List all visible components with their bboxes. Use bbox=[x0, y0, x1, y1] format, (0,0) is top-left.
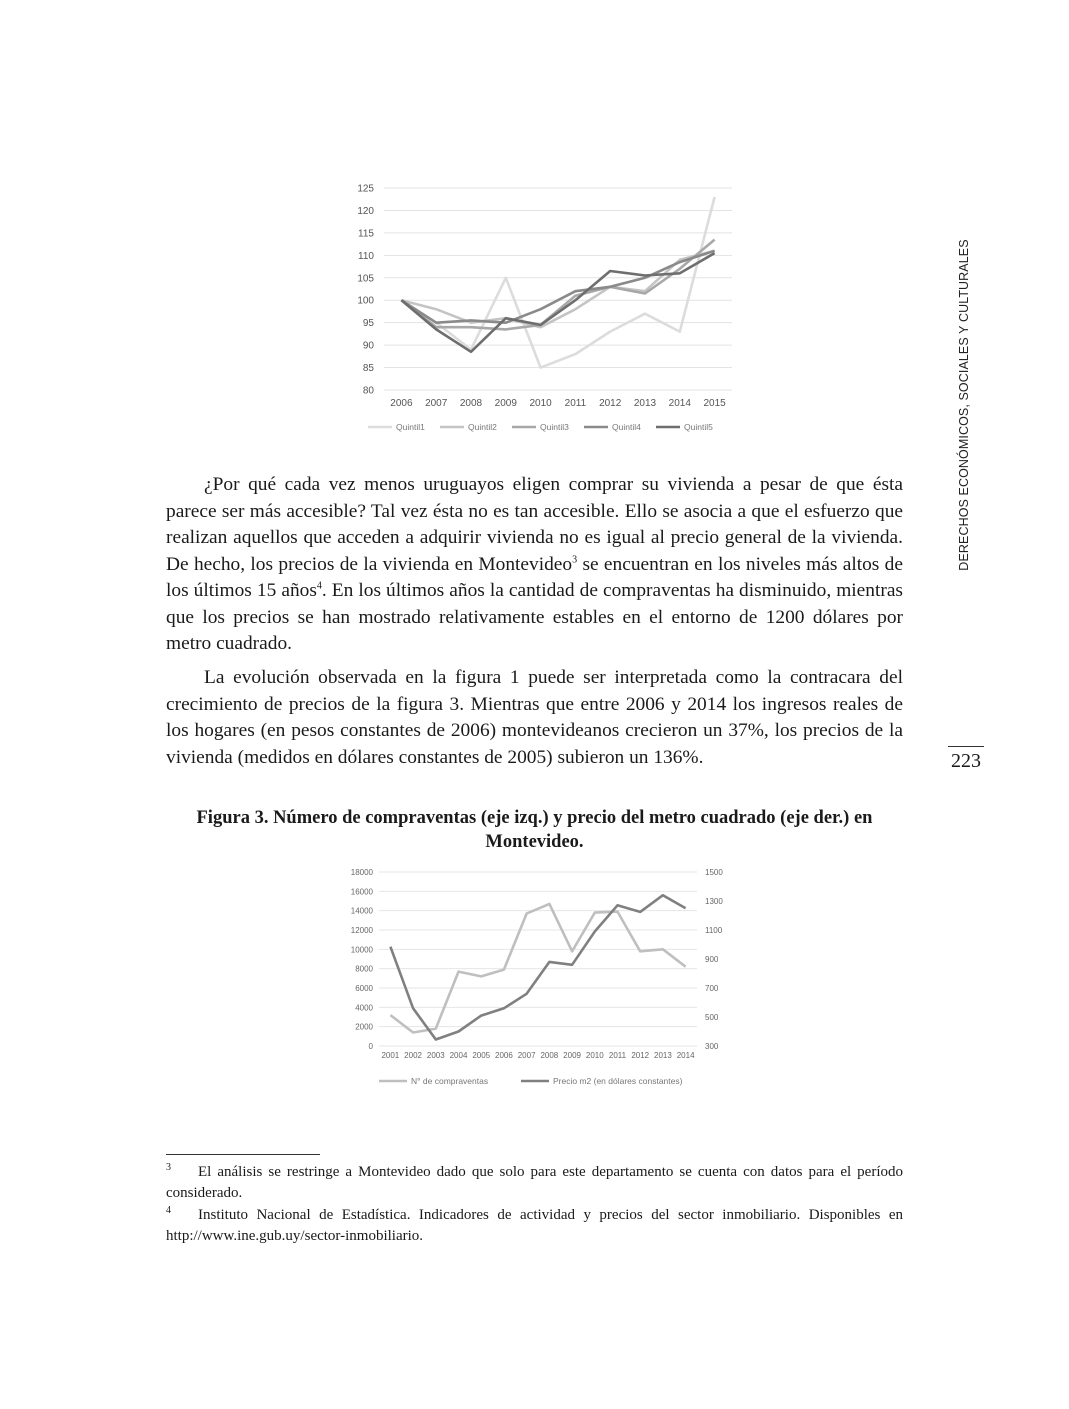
x-tick-label: 2014 bbox=[676, 1051, 695, 1060]
x-tick-label: 2007 bbox=[517, 1051, 536, 1060]
page-number-rule bbox=[948, 746, 984, 747]
x-tick-label: 2012 bbox=[631, 1051, 650, 1060]
series-line-quintil2 bbox=[401, 251, 714, 327]
side-running-header bbox=[954, 239, 974, 571]
left-tick-label: 14000 bbox=[350, 906, 373, 916]
right-tick-label: 300 bbox=[705, 1042, 719, 1051]
footnote-ref: 3 bbox=[572, 554, 578, 566]
right-tick-label: 500 bbox=[705, 1013, 719, 1022]
footnote-separator bbox=[166, 1154, 320, 1155]
footnote-ref: 4 bbox=[316, 580, 322, 592]
right-tick-label: 1500 bbox=[705, 868, 723, 877]
income-quintiles-chart bbox=[340, 180, 740, 442]
paragraph-text: . En los últimos años la cantidad de compraventas ha disminuido, mientras que los precios se han mostrado relativamente estables en el entorno de 1200 dólares por metro cuadrado. bbox=[166, 580, 903, 654]
left-tick-label: 4000 bbox=[355, 1003, 373, 1013]
x-tick-label: 2011 bbox=[608, 1051, 627, 1060]
left-tick-label: 0 bbox=[368, 1042, 373, 1051]
left-tick-label: 12000 bbox=[350, 926, 373, 935]
paragraph-text: ¿Por qué cada vez menos uruguayos eligen comprar su vivienda a pesar de que ésta parece ser más accesible? Tal vez ésta no es tan accesible. Ello se asocia a que el esfuerzo que realizan aquellos que acceden a adquirir vivienda no es igual al precio general de la vivienda. De hecho, los precios de la vivienda en Montevideo bbox=[166, 474, 903, 575]
figure-3-caption: Figura 3. Número de compraventas (eje izq.) y precio del metro cuadrado (eje der.) en Montevideo. bbox=[196, 808, 873, 852]
x-tick-label: 2015 bbox=[703, 398, 726, 409]
y-tick-label: 120 bbox=[357, 205, 374, 217]
y-tick-label: 115 bbox=[358, 228, 374, 240]
y-tick-label: 125 bbox=[357, 183, 374, 195]
x-tick-label: 2002 bbox=[404, 1051, 422, 1060]
x-tick-label: 2006 bbox=[495, 1051, 513, 1060]
left-tick-label: 8000 bbox=[355, 964, 373, 974]
right-tick-label: 1300 bbox=[705, 897, 723, 906]
x-tick-label: 2013 bbox=[633, 398, 657, 409]
paragraph-2 bbox=[166, 665, 903, 771]
left-tick-label: 16000 bbox=[350, 887, 373, 897]
x-tick-label: 2006 bbox=[390, 398, 413, 409]
y-tick-label: 85 bbox=[362, 363, 374, 375]
y-tick-label: 95 bbox=[362, 318, 374, 330]
left-tick-label: 2000 bbox=[355, 1022, 373, 1032]
x-tick-label: 2014 bbox=[668, 398, 691, 409]
x-tick-label: 2009 bbox=[494, 398, 517, 409]
legend-label: Precio m2 (en dólares constantes) bbox=[553, 1076, 683, 1086]
x-tick-label: 2003 bbox=[426, 1051, 445, 1060]
x-tick-label: 2004 bbox=[449, 1051, 468, 1060]
x-tick-label: 2010 bbox=[585, 1051, 604, 1060]
x-tick-label: 2005 bbox=[472, 1051, 491, 1060]
y-tick-label: 105 bbox=[357, 273, 374, 285]
x-tick-label: 2013 bbox=[654, 1051, 672, 1060]
y-tick-label: 110 bbox=[358, 250, 374, 262]
legend-label: N° de compraventas bbox=[411, 1076, 489, 1086]
legend-label: Quintil5 bbox=[684, 422, 713, 432]
y-tick-label: 80 bbox=[362, 385, 374, 397]
paragraph-text: La evolución observada en la figura 1 puede ser interpretada como la contracara del crecimiento de precios de la figura 3. Mientras que entre 2006 y 2014 los ingresos reales de los hogares (en pesos constantes de 2006) montevideanos crecieron un 37%, los precios de la vivienda (medidos en dólares constantes de 2005) subieron un 136%. bbox=[166, 667, 903, 768]
paragraph-text: se encuentran en los niveles más altos de los últimos 15 años bbox=[166, 553, 903, 601]
x-tick-label: 2011 bbox=[564, 398, 587, 409]
right-tick-label: 700 bbox=[705, 984, 719, 993]
page-number: 223 bbox=[951, 750, 981, 772]
side-header-text: DERECHOS ECONÓMICOS, SOCIALES Y CULTURALES bbox=[957, 239, 971, 571]
right-tick-label: 1100 bbox=[705, 926, 723, 935]
y-tick-label: 90 bbox=[362, 340, 374, 352]
left-tick-label: 10000 bbox=[350, 945, 373, 955]
x-tick-label: 2007 bbox=[425, 398, 448, 409]
x-tick-label: 2009 bbox=[563, 1051, 581, 1060]
x-tick-label: 2012 bbox=[599, 398, 622, 409]
x-tick-label: 2001 bbox=[381, 1051, 400, 1060]
x-tick-label: 2008 bbox=[540, 1051, 559, 1060]
series-line-quintil3 bbox=[401, 240, 714, 330]
legend-label: Quintil3 bbox=[540, 422, 569, 432]
legend-label: Quintil4 bbox=[612, 422, 641, 432]
right-tick-label: 900 bbox=[705, 955, 719, 964]
legend-label: Quintil2 bbox=[468, 422, 497, 432]
footnote-4-text: Instituto Nacional de Estadística. Indicadores de actividad y precios del sector inmobiliario. Disponibles en http://www.ine.gub.uy/sector-inmobiliario. bbox=[166, 1207, 903, 1244]
left-tick-label: 6000 bbox=[355, 984, 373, 993]
footnote-3-text: El análisis se restringe a Montevideo dado que solo para este departamento se cuenta con datos para el período considerado. bbox=[166, 1164, 903, 1201]
series-line-quintil1 bbox=[401, 197, 714, 368]
legend-label: Quintil1 bbox=[396, 422, 425, 432]
footnote-4: 4 Instituto Nacional de Estadística. Indicadores de actividad y precios del sector inmobiliario. Disponibles en http://www.ine.gub.uy/sector-inmobiliario. bbox=[166, 1205, 903, 1244]
y-tick-label: 100 bbox=[357, 295, 374, 307]
paragraph-1 bbox=[166, 472, 903, 658]
left-tick-label: 18000 bbox=[350, 868, 373, 877]
series-line-precio-m2 bbox=[390, 895, 685, 1039]
x-tick-label: 2008 bbox=[459, 398, 483, 409]
x-tick-label: 2010 bbox=[529, 398, 552, 409]
sales-and-price-chart bbox=[335, 862, 735, 1094]
footnote-3: 3 El análisis se restringe a Montevideo dado que solo para este departamento se cuenta con datos para el período considerado. bbox=[166, 1162, 903, 1201]
